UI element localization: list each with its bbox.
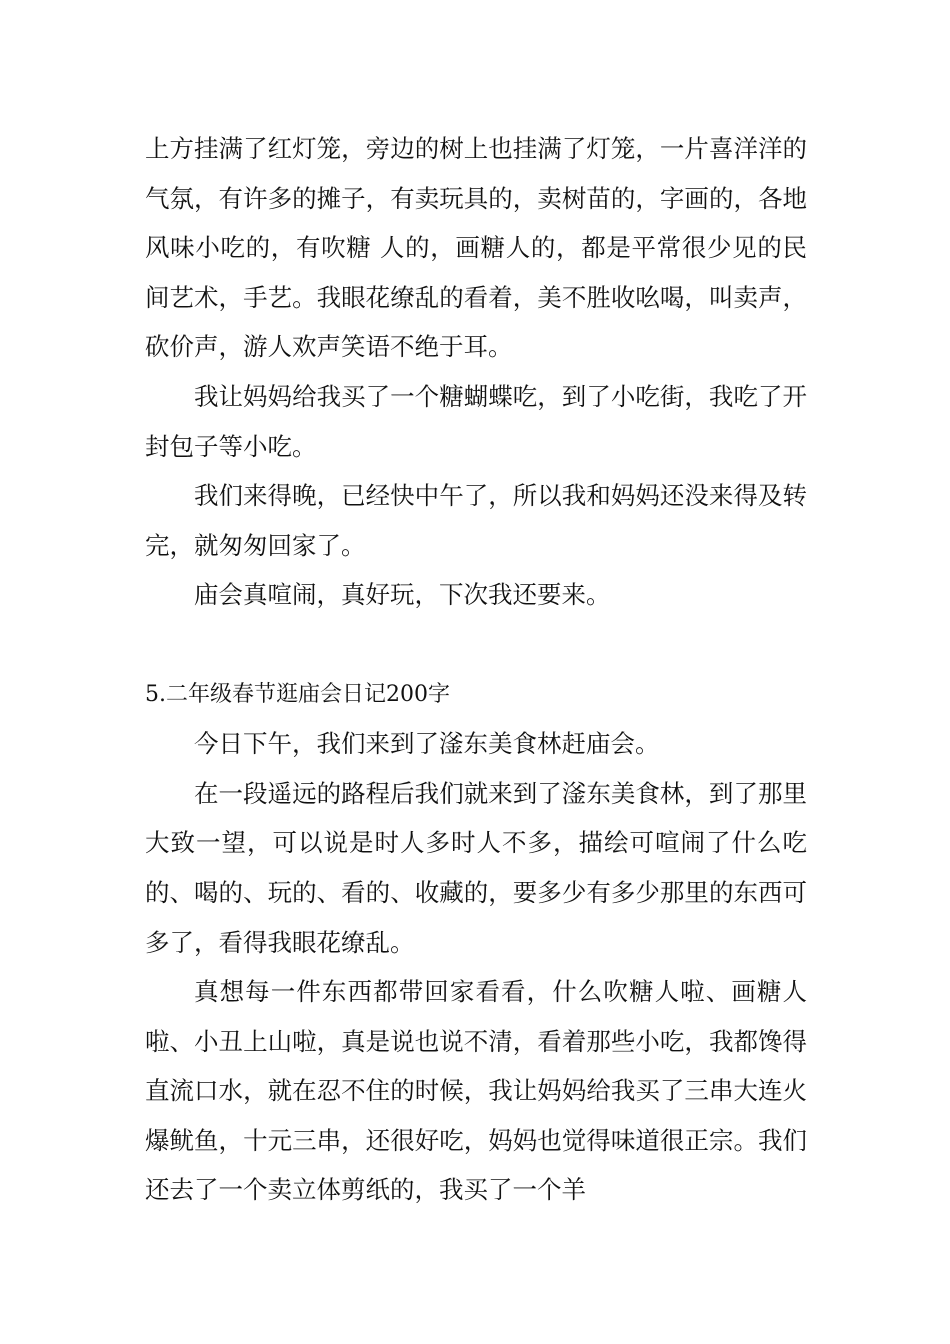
paragraph: 真想每一件东西都带回家看看，什么吹糖人啦、画糖人啦、小丑上山啦，真是说也说不清，看着那些小吃，我都馋得直流口水，就在忍不住的时候，我让妈妈给我买了三串大连火爆鱿鱼，十元三串，还很好吃，妈妈也觉得味道很正宗。我们还去了一个卖立体剪纸的，我买了一个羊: [145, 977, 807, 1205]
paragraph: 庙会真喧闹，真好玩，下次我还要来。: [194, 580, 611, 610]
paragraph: 我让妈妈给我买了一个糖蝴蝶吃，到了小吃街，我吃了开封包子等小吃。: [145, 381, 807, 461]
document-body: [145, 124, 807, 1215]
paragraph: 在一段遥远的路程后我们就来到了滏东美食林，到了那里大致一望，可以说是时人多时人不多，描绘可喧闹了什么吃的、喝的、玩的、看的、收藏的，要多少有多少那里的东西可多了，看得我眼花缭乱。: [145, 778, 807, 957]
paragraph: 今日下午，我们来到了滏东美食林赶庙会。: [194, 729, 660, 759]
paragraph: 我们来得晚，已经快中午了，所以我和妈妈还没来得及转完，就匆匆回家了。: [145, 481, 807, 560]
section-heading: 5.二年级春节逛庙会日记200字: [145, 681, 450, 707]
paragraph-continued: 上方挂满了红灯笼，旁边的树上也挂满了灯笼，一片喜洋洋的气氛，有许多的摊子，有卖玩具的，卖树苗的，字画的，各地风味小吃的，有吹糖 人的，画糖人的，都是平常很少见的民间艺术，手艺。我眼花缭乱的看着，美不胜收吆喝，叫卖声，砍价声，游人欢声笑语不绝于耳。: [145, 134, 807, 362]
